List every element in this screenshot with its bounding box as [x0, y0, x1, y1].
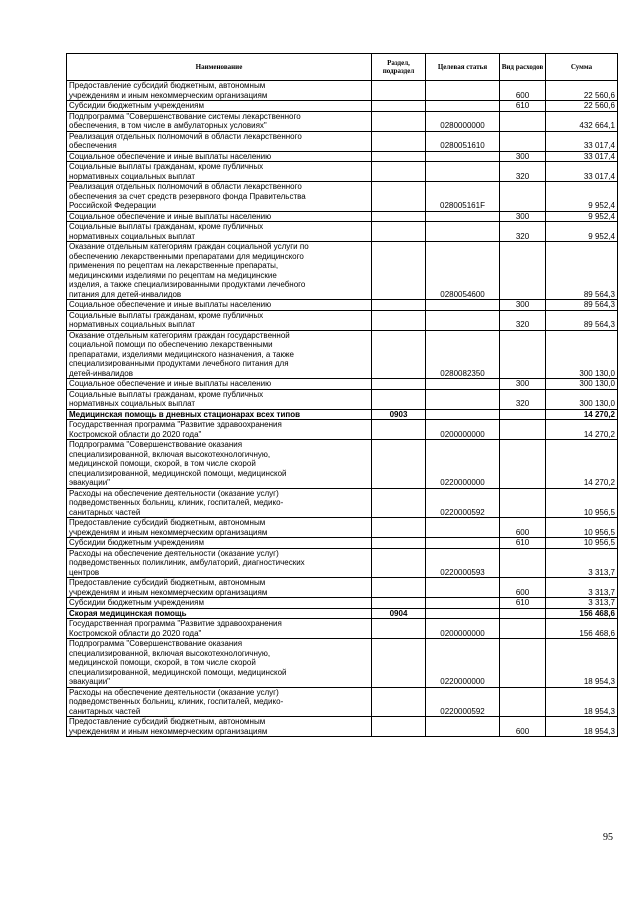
header-article: Целевая статья: [426, 54, 500, 81]
cell-article: [426, 162, 500, 182]
table-row: [67, 598, 618, 609]
cell-section: [372, 488, 426, 518]
cell-expense-type: [500, 111, 546, 131]
cell-article: [426, 717, 500, 737]
cell-article: 0220000593: [426, 548, 500, 578]
cell-expense-type: 300: [500, 151, 546, 162]
cell-name: Подпрограмма "Совершенствование оказания специализированной, включая высокотехнологичную, медицинской помощи, скорой, в том числе скорой специализированной, медицинской помощи, медицинской эвакуации": [67, 440, 372, 489]
cell-name: Социальное обеспечение и иные выплаты населению: [67, 151, 372, 162]
table-row: [67, 608, 618, 619]
cell-section: [372, 151, 426, 162]
cell-expense-type: 320: [500, 162, 546, 182]
cell-expense-type: [500, 619, 546, 639]
cell-article: 0280000000: [426, 111, 500, 131]
table-row: [67, 310, 618, 330]
cell-sum: 300 130,0: [546, 389, 618, 409]
cell-section: [372, 111, 426, 131]
cell-expense-type: [500, 409, 546, 420]
table-row: [67, 619, 618, 639]
cell-sum: 432 664,1: [546, 111, 618, 131]
cell-article: [426, 81, 500, 101]
cell-article: [426, 518, 500, 538]
cell-section: [372, 182, 426, 212]
cell-section: [372, 578, 426, 598]
table-row: [67, 538, 618, 549]
cell-article: [426, 211, 500, 222]
cell-article: 0200000000: [426, 420, 500, 440]
cell-section: [372, 598, 426, 609]
cell-sum: 3 313,7: [546, 578, 618, 598]
cell-name: Государственная программа "Развитие здравоохранения Костромской области до 2020 года": [67, 420, 372, 440]
cell-article: [426, 379, 500, 390]
cell-article: [426, 310, 500, 330]
cell-expense-type: 610: [500, 598, 546, 609]
cell-section: [372, 101, 426, 112]
cell-section: [372, 330, 426, 379]
table-row: [67, 162, 618, 182]
cell-sum: 18 954,3: [546, 639, 618, 688]
cell-article: 0200000000: [426, 619, 500, 639]
cell-section: [372, 379, 426, 390]
cell-expense-type: [500, 548, 546, 578]
cell-section: [372, 131, 426, 151]
cell-name: Социальное обеспечение и иные выплаты населению: [67, 211, 372, 222]
cell-name: Социальные выплаты гражданам, кроме публичных нормативных социальных выплат: [67, 310, 372, 330]
cell-sum: 10 956,5: [546, 488, 618, 518]
cell-expense-type: 300: [500, 211, 546, 222]
cell-name: Расходы на обеспечение деятельности (оказание услуг) подведомственных больниц, клиник, госпиталей, медико- санитарных частей: [67, 488, 372, 518]
table-row: [67, 182, 618, 212]
cell-article: [426, 389, 500, 409]
cell-article: [426, 300, 500, 311]
cell-expense-type: [500, 182, 546, 212]
cell-expense-type: [500, 242, 546, 300]
cell-sum: 33 017,4: [546, 131, 618, 151]
cell-section: [372, 548, 426, 578]
cell-name: Предоставление субсидий бюджетным, автономным учреждениям и иным некоммерческим организациям: [67, 81, 372, 101]
cell-expense-type: 600: [500, 578, 546, 598]
cell-article: 0220000592: [426, 488, 500, 518]
cell-section: [372, 538, 426, 549]
cell-section: [372, 222, 426, 242]
table-row: [67, 131, 618, 151]
cell-sum: 3 313,7: [546, 548, 618, 578]
cell-article: 0280051610: [426, 131, 500, 151]
table-row: [67, 578, 618, 598]
cell-name: Предоставление субсидий бюджетным, автономным учреждениям и иным некоммерческим организациям: [67, 578, 372, 598]
cell-article: 028005161F: [426, 182, 500, 212]
cell-sum: 9 952,4: [546, 211, 618, 222]
cell-expense-type: [500, 488, 546, 518]
table-row: [67, 440, 618, 489]
cell-article: 0220000000: [426, 639, 500, 688]
cell-sum: 22 560,6: [546, 101, 618, 112]
cell-sum: 18 954,3: [546, 717, 618, 737]
cell-expense-type: 300: [500, 300, 546, 311]
cell-expense-type: 600: [500, 81, 546, 101]
header-name: Наименование: [67, 54, 372, 81]
cell-name: Субсидии бюджетным учреждениям: [67, 538, 372, 549]
cell-section: [372, 440, 426, 489]
cell-section: [372, 310, 426, 330]
budget-table: [66, 53, 618, 737]
cell-name: Социальные выплаты гражданам, кроме публичных нормативных социальных выплат: [67, 222, 372, 242]
cell-section: [372, 518, 426, 538]
cell-sum: 33 017,4: [546, 162, 618, 182]
cell-sum: 156 468,6: [546, 619, 618, 639]
cell-sum: 14 270,2: [546, 409, 618, 420]
cell-section: [372, 619, 426, 639]
cell-name: Расходы на обеспечение деятельности (оказание услуг) подведомственных поликлиник, амбулаторий, диагностических центров: [67, 548, 372, 578]
cell-expense-type: [500, 131, 546, 151]
cell-article: [426, 101, 500, 112]
cell-expense-type: [500, 687, 546, 717]
cell-name: Государственная программа "Развитие здравоохранения Костромской области до 2020 года": [67, 619, 372, 639]
table-row: [67, 548, 618, 578]
cell-article: 0220000000: [426, 440, 500, 489]
cell-expense-type: [500, 608, 546, 619]
cell-name: Социальные выплаты гражданам, кроме публичных нормативных социальных выплат: [67, 389, 372, 409]
table-row: [67, 687, 618, 717]
cell-expense-type: 600: [500, 717, 546, 737]
cell-expense-type: 610: [500, 101, 546, 112]
cell-name: Предоставление субсидий бюджетным, автономным учреждениям и иным некоммерческим организациям: [67, 518, 372, 538]
cell-section: [372, 420, 426, 440]
table-row: [67, 518, 618, 538]
cell-sum: 89 564,3: [546, 242, 618, 300]
cell-sum: 18 954,3: [546, 687, 618, 717]
page-number: 95: [603, 832, 613, 843]
cell-sum: 33 017,4: [546, 151, 618, 162]
cell-article: [426, 578, 500, 598]
table-row: [67, 101, 618, 112]
cell-section: [372, 300, 426, 311]
table-row: [67, 81, 618, 101]
table-body: [67, 81, 618, 737]
cell-section: [372, 162, 426, 182]
cell-sum: 10 956,5: [546, 538, 618, 549]
table-row: [67, 330, 618, 379]
cell-section: [372, 242, 426, 300]
cell-sum: 14 270,2: [546, 420, 618, 440]
cell-section: [372, 211, 426, 222]
cell-expense-type: 320: [500, 222, 546, 242]
cell-name: Подпрограмма "Совершенствование оказания специализированной, включая высокотехнологичную, медицинской помощи, скорой, в том числе скорой специализированной, медицинской помощи, медицинской эвакуации": [67, 639, 372, 688]
cell-section: [372, 81, 426, 101]
cell-article: 0220000592: [426, 687, 500, 717]
cell-sum: 14 270,2: [546, 440, 618, 489]
cell-sum: 156 468,6: [546, 608, 618, 619]
cell-expense-type: [500, 639, 546, 688]
table-row: [67, 409, 618, 420]
cell-name: Медицинская помощь в дневных стационарах всех типов: [67, 409, 372, 420]
cell-name: Подпрограмма "Совершенствование системы лекарственного обеспечения, в том числе в амбулаторных условиях": [67, 111, 372, 131]
cell-name: Субсидии бюджетным учреждениям: [67, 101, 372, 112]
cell-expense-type: [500, 330, 546, 379]
cell-sum: 10 956,5: [546, 518, 618, 538]
cell-name: Социальное обеспечение и иные выплаты населению: [67, 300, 372, 311]
cell-expense-type: 300: [500, 379, 546, 390]
table-row: [67, 379, 618, 390]
cell-expense-type: 320: [500, 389, 546, 409]
cell-section: 0904: [372, 608, 426, 619]
cell-name: Расходы на обеспечение деятельности (оказание услуг) подведомственных больниц, клиник, госпиталей, медико- санитарных частей: [67, 687, 372, 717]
cell-article: [426, 538, 500, 549]
cell-name: Реализация отдельных полномочий в области лекарственного обеспечения: [67, 131, 372, 151]
cell-article: [426, 151, 500, 162]
header-sum: Сумма: [546, 54, 618, 81]
cell-name: Предоставление субсидий бюджетным, автономным учреждениям и иным некоммерческим организациям: [67, 717, 372, 737]
table-row: [67, 222, 618, 242]
cell-section: 0903: [372, 409, 426, 420]
table-row: [67, 717, 618, 737]
table-row: [67, 488, 618, 518]
cell-article: [426, 409, 500, 420]
cell-name: Субсидии бюджетным учреждениям: [67, 598, 372, 609]
table-row: [67, 242, 618, 300]
cell-article: [426, 598, 500, 609]
cell-sum: 9 952,4: [546, 222, 618, 242]
cell-name: Скорая медицинская помощь: [67, 608, 372, 619]
cell-section: [372, 389, 426, 409]
cell-sum: 22 560,6: [546, 81, 618, 101]
cell-section: [372, 687, 426, 717]
cell-name: Социальное обеспечение и иные выплаты населению: [67, 379, 372, 390]
table-header-row: [67, 54, 618, 81]
cell-section: [372, 639, 426, 688]
cell-article: [426, 608, 500, 619]
cell-name: Оказание отдельным категориям граждан социальной услуги по обеспечению лекарственными препаратами для медицинского применения по рецептам на лекарственные препараты, медицинскими изделиями по рецептам на медицинские изделия, а также специализированными продуктами лечебного питания для детей-инвалидов: [67, 242, 372, 300]
cell-name: Социальные выплаты гражданам, кроме публичных нормативных социальных выплат: [67, 162, 372, 182]
table-row: [67, 639, 618, 688]
table-row: [67, 300, 618, 311]
cell-article: 0280054600: [426, 242, 500, 300]
cell-sum: 300 130,0: [546, 379, 618, 390]
header-expense-type: Вид расходов: [500, 54, 546, 81]
cell-expense-type: [500, 420, 546, 440]
table-row: [67, 111, 618, 131]
cell-sum: 3 313,7: [546, 598, 618, 609]
table-row: [67, 420, 618, 440]
cell-sum: 89 564,3: [546, 310, 618, 330]
cell-article: [426, 222, 500, 242]
cell-name: Реализация отдельных полномочий в области лекарственного обеспечения за счет средств резервного фонда Правительства Российской Федерации: [67, 182, 372, 212]
header-section: Раздел, подраздел: [372, 54, 426, 81]
table-row: [67, 151, 618, 162]
cell-name: Оказание отдельным категориям граждан государственной социальной помощи по обеспечению лекарственными препаратами, изделиями медицинского назначения, а также специализированными продуктами лечебного питания для детей-инвалидов: [67, 330, 372, 379]
cell-expense-type: 600: [500, 518, 546, 538]
cell-expense-type: 610: [500, 538, 546, 549]
table-row: [67, 389, 618, 409]
cell-article: 0280082350: [426, 330, 500, 379]
table-row: [67, 211, 618, 222]
cell-sum: 89 564,3: [546, 300, 618, 311]
cell-expense-type: [500, 440, 546, 489]
cell-sum: 300 130,0: [546, 330, 618, 379]
cell-sum: 9 952,4: [546, 182, 618, 212]
cell-expense-type: 320: [500, 310, 546, 330]
cell-section: [372, 717, 426, 737]
